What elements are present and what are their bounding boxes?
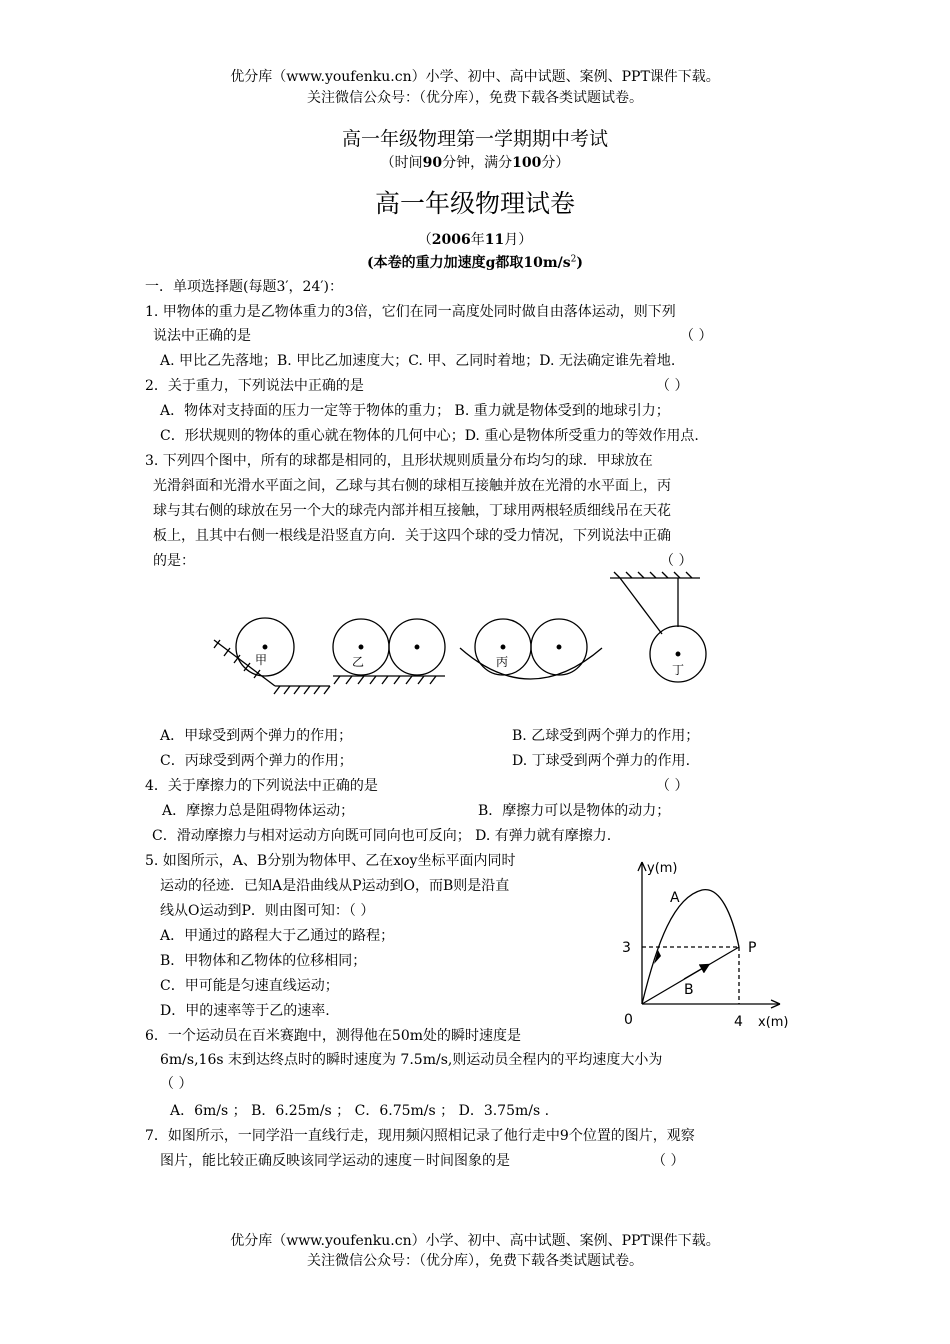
exam-title: 高一年级物理第一学期期中考试 [341,128,608,150]
q5-line-3: 线从O运动到P．则由图可知：（ ） [160,903,375,919]
figure-yi [333,619,445,684]
q4-line-1: 4．关于摩擦力的下列说法中正确的是 [145,778,378,794]
label-jia: 甲 [255,653,268,667]
graph-ylabel: y(m) [647,861,678,876]
q4-option-b: B．摩擦力可以是物体的动力； [478,803,671,819]
graph-label-a: A [670,890,680,906]
q1-options: A. 甲比乙先落地；B. 甲比乙加速度大；C. 甲、乙同时着地；D. 无法确定谁先着地. [160,353,676,369]
q3-option-b: B. 乙球受到两个弹力的作用； [512,728,700,744]
q5-line-2: 运动的径迹．已知A是沿曲线从P运动到O，而B则是沿直 [160,878,510,894]
q5-option-c: C．甲可能是匀速直线运动； [160,978,339,994]
figure-jia [214,618,330,694]
q2-options-ab: A．物体对支持面的压力一定等于物体的重力； B. 重力就是物体受到的地球引力； [160,403,670,419]
q6-line-2: 6m/s,16s 末到达终点时的瞬时速度为 7.5m/s,则运动员全程内的平均速度大小为 [160,1052,663,1068]
q1-line-1: 1. 甲物体的重力是乙物体重力的3倍，它们在同一高度处同时做自由落体运动，则下列 [145,304,676,320]
q6-options: A．6m/s ； B．6.25m/s ； C．6.75m/s ； D．3.75m/s . [170,1103,550,1119]
q7-line-2: 图片，能比较正确反映该同学运动的速度－时间图象的是 [160,1153,510,1169]
q2-line-1: 2．关于重力，下列说法中正确的是 [145,378,364,394]
q6-answer-paren: （ ） [160,1076,193,1092]
q3-option-c: C．丙球受到两个弹力的作用； [160,753,353,769]
q6-line-1: 6．一个运动员在百米赛跑中，测得他在50m处的瞬时速度是 [145,1028,521,1044]
section-heading: 一．单项选择题(每题3′，24′)： [145,279,344,295]
footer-line-1: 优分库（www.youfenku.cn）小学、初中、高中试题、案例、PPT课件下载。 [230,1233,720,1249]
q3-line-2: 光滑斜面和光滑水平面之间，乙球与其右侧的球相互接触并放在光滑的水平面上，丙 [153,478,671,494]
q7-answer-paren: （ ） [652,1153,685,1169]
q5-line-1: 5. 如图所示，A、B分别为物体甲、乙在xoy坐标平面内同时 [145,853,516,869]
q5-option-b: B．甲物体和乙物体的位移相同； [160,953,367,969]
graph-xtick: 4 [734,1014,743,1030]
header-line-2: 关注微信公众号：（优分库），免费下载各类试题试卷。 [307,90,643,106]
q5-xy-graph [612,852,812,1032]
graph-label-b: B [684,982,694,998]
graph-point-p: P [748,940,757,956]
label-bing: 丙 [496,655,509,669]
q3-answer-paren: （ ） [660,553,693,569]
q3-line-5: 的是： [153,553,195,569]
graph-origin: 0 [624,1012,633,1028]
q3-option-a: A．甲球受到两个弹力的作用； [160,728,353,744]
label-ding: 丁 [672,663,685,677]
q5-option-d: D．甲的速率等于乙的速率. [160,1003,330,1019]
graph-xlabel: x(m) [758,1015,789,1030]
q3-line-3: 球与其右侧的球放在另一个大的球壳内部并相互接触，丁球用两根轻质细线吊在天花 [153,503,671,519]
q7-line-1: 7．如图所示，一同学沿一直线行走，现用频闪照相记录了他行走中9个位置的图片，观察 [145,1128,695,1144]
q1-line-2: 说法中正确的是 [153,328,251,344]
label-yi: 乙 [352,655,365,669]
q3-line-1: 3. 下列四个图中，所有的球都是相同的，且形状规则质量分布均匀的球．甲球放在 [145,453,653,469]
q3-ball-figures [200,570,720,700]
gravity-note: (本卷的重力加速度g都取$10m/s^2$) [366,254,584,271]
q1-answer-paren: （ ） [680,328,713,344]
q4-option-a: A．摩擦力总是阻碍物体运动； [162,803,355,819]
q3-option-d: D. 丁球受到两个弹力的作用. [512,753,691,769]
figure-bing [460,619,602,679]
paper-title: 高一年级物理试卷 [374,189,575,218]
exam-time: （时间90分钟，满分100分） [380,155,570,171]
header-line-1: 优分库（www.youfenku.cn）小学、初中、高中试题、案例、PPT课件下载。 [230,69,720,85]
q4-options-cd: C．滑动摩擦力与相对运动方向既可同向也可反向； D. 有弹力就有摩擦力. [152,828,612,844]
q3-line-4: 板上，且其中右侧一根线是沿竖直方向．关于这四个球的受力情况，下列说法中正确 [153,528,671,544]
q5-option-a: A．甲通过的路程大于乙通过的路程； [160,928,395,944]
graph-ytick: 3 [622,940,631,956]
figure-ding [610,572,706,682]
exam-date: （2006年11月） [417,232,533,248]
footer-line-2: 关注微信公众号：（优分库），免费下载各类试题试卷。 [307,1253,643,1269]
q4-answer-paren: （ ） [656,778,689,794]
q2-options-cd: C．形状规则的物体的重心就在物体的几何中心；D. 重心是物体所受重力的等效作用点. [160,428,699,444]
q2-answer-paren: （ ） [656,378,689,394]
